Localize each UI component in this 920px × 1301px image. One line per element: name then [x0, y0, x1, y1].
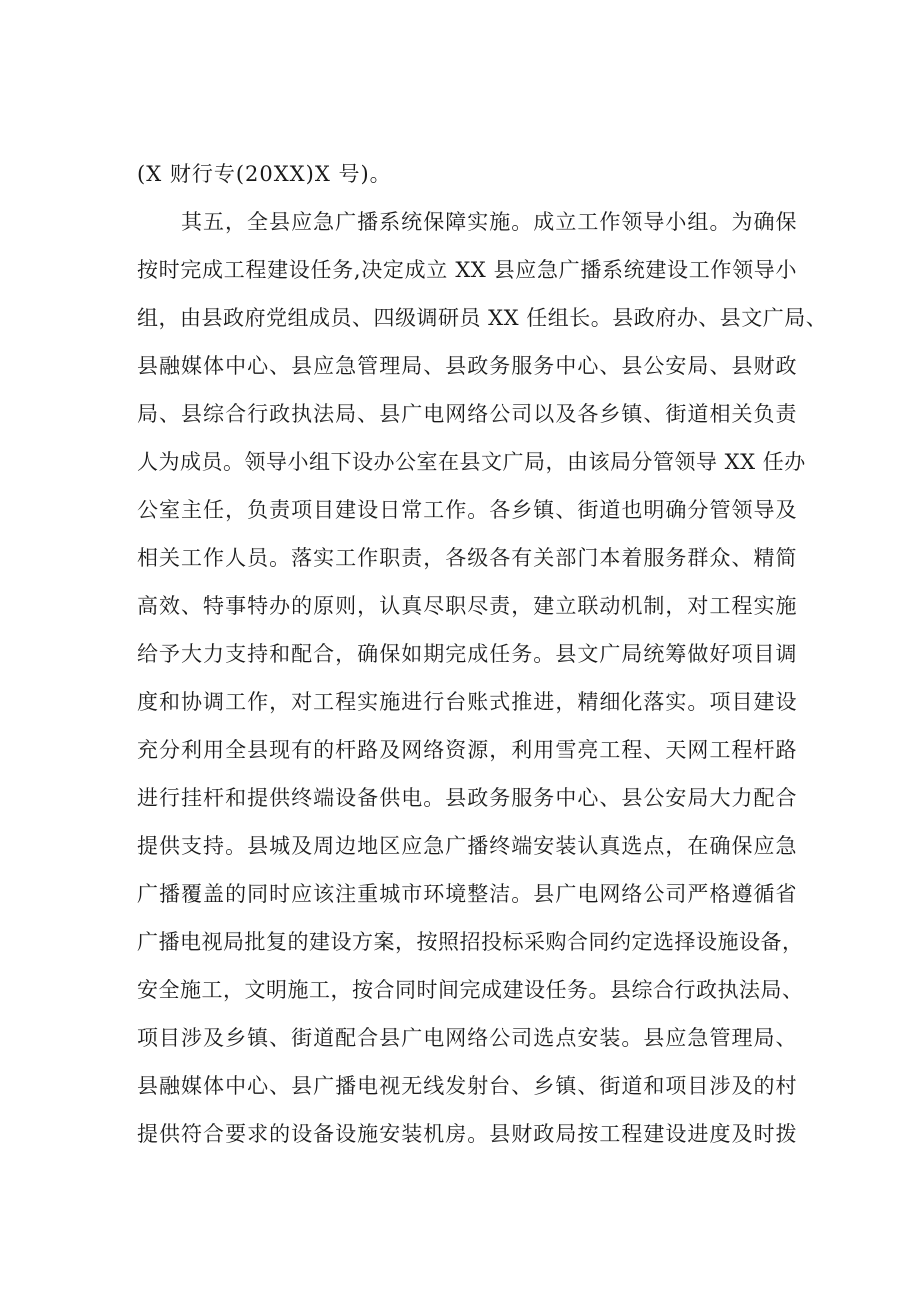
text-line-6: 局、县综合行政执法局、县广电网络公司以及各乡镇、街道相关负责 — [137, 402, 797, 426]
text-line-8: 公室主任，负责项目建设日常工作。各乡镇、街道也明确分管领导及 — [137, 498, 797, 522]
text-line-12: 度和协调工作，对工程实施进行台账式推进，精细化落实。项目建设 — [137, 690, 797, 714]
text-line-13: 充分利用全县现有的杆路及网络资源，利用雪亮工程、天网工程杆路 — [137, 738, 797, 762]
text-line-5: 县融媒体中心、县应急管理局、县政务服务中心、县公安局、县财政 — [137, 354, 797, 378]
text-line-11: 给予大力支持和配合，确保如期完成任务。县文广局统筹做好项目调 — [137, 642, 797, 666]
text-line-1: (X 财行专(20XX)X 号)。 — [137, 162, 392, 186]
text-line-20: 县融媒体中心、县广播电视无线发射台、乡镇、街道和项目涉及的村 — [137, 1074, 797, 1098]
text-line-10: 高效、特事特办的原则，认真尽职尽责，建立联动机制，对工程实施 — [137, 594, 797, 618]
text-line-9: 相关工作人员。落实工作职责，各级各有关部门本着服务群众、精简 — [137, 546, 797, 570]
text-line-3: 按时完成工程建设任务,决定成立 XX 县应急广播系统建设工作领导小 — [137, 258, 797, 282]
text-line-2: 其五，全县应急广播系统保障实施。成立工作领导小组。为确保 — [181, 210, 797, 234]
text-line-17: 广播电视局批复的建设方案，按照招投标采购合同约定选择设施设备， — [137, 930, 804, 954]
text-line-14: 进行挂杆和提供终端设备供电。县政务服务中心、县公安局大力配合 — [137, 786, 797, 810]
text-line-19: 项目涉及乡镇、街道配合县广电网络公司选点安装。县应急管理局、 — [137, 1026, 797, 1050]
text-line-18: 安全施工，文明施工，按合同时间完成建设任务。县综合行政执法局、 — [137, 978, 804, 1002]
text-line-21: 提供符合要求的设备设施安装机房。县财政局按工程建设进度及时拨 — [137, 1122, 797, 1146]
text-line-16: 广播覆盖的同时应该注重城市环境整洁。县广电网络公司严格遵循省 — [137, 882, 797, 906]
text-line-15: 提供支持。县城及周边地区应急广播终端安装认真选点，在确保应急 — [137, 834, 797, 858]
text-line-4: 组，由县政府党组成员、四级调研员 XX 任组长。县政府办、县文广局、 — [137, 306, 828, 330]
text-line-7: 人为成员。领导小组下设办公室在县文广局，由该局分管领导 XX 任办 — [137, 450, 806, 474]
